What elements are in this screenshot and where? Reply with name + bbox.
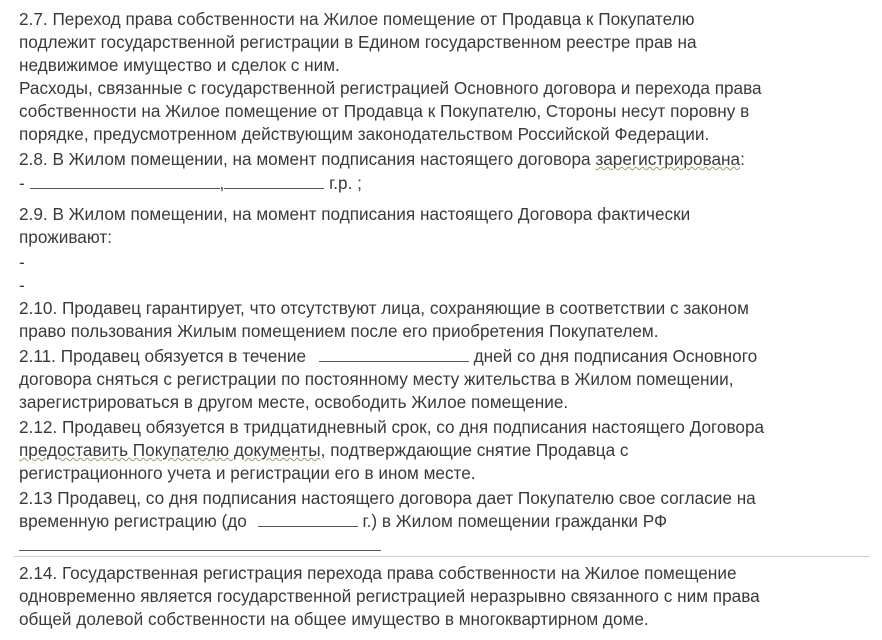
citizen-name-blank-field: [19, 550, 381, 551]
clause-2-7-line-5: собственности на Жилое помещение от Продавца к Покупателю, Стороны несут поровну в: [19, 101, 750, 121]
clause-2-13-text-a: временную регистрацию (до: [19, 511, 247, 531]
clause-2-7-line-4: Расходы, связанные с государственной регистрацией Основного договора и перехода права: [19, 78, 762, 98]
clause-2-8-birth-year-suffix: г.р. ;: [329, 173, 362, 193]
clause-2-13-line-1: 2.13 Продавец, со дня подписания настоящего договора дает Покупателю свое согласие на: [19, 488, 756, 508]
clause-2-11-line-2: договора сняться с регистрации по постоянному месту жительства в Жилом помещении,: [19, 369, 734, 389]
clause-2-9-dash-1: -: [19, 252, 25, 272]
clause-2-11-text-a: 2.11. Продавец обязуется в течение: [19, 346, 307, 366]
clause-2-8-line-1: [19, 148, 745, 170]
clause-2-10-line-2: право пользования Жилым помещением после его приобретения Покупателем.: [19, 321, 659, 341]
clause-2-12-line-2: [19, 439, 629, 461]
clause-2-8-separator: ,: [219, 173, 225, 193]
clause-2-13-line-2: [19, 510, 667, 532]
clause-2-14-line-2: одновременно является государственной регистрацией неразрывно связанного с ним права: [19, 586, 760, 606]
clause-2-9-line-1: 2.9. В Жилом помещении, на момент подписания настоящего Договора фактически: [19, 204, 691, 224]
clause-2-10-line-1: 2.10. Продавец гарантирует, что отсутствуют лица, сохраняющие в соответствии с законом: [19, 298, 749, 318]
clause-2-12-documents-phrase: предоставить Покупателю документы: [19, 440, 321, 460]
clause-2-13-year-suffix: г.: [362, 511, 372, 531]
clause-2-11-text-b: дней со дня подписания Основного: [473, 346, 758, 366]
clause-2-14-line-1: 2.14. Государственная регистрация перехода права собственности на Жилое помещение: [19, 563, 737, 583]
clause-2-8-colon: :: [740, 149, 745, 169]
clause-2-7-line-1: 2.7. Переход права собственности на Жилое помещение от Продавца к Покупателю: [19, 9, 695, 29]
birth-year-blank-field: [224, 174, 324, 189]
clause-2-9-dash-2: -: [19, 275, 25, 295]
clause-2-11-line-3: зарегистрироваться в другом месте, освободить Жилое помещение.: [19, 392, 569, 412]
days-blank-field: [319, 347, 469, 362]
clause-2-14-line-3: общей долевой собственности на общее имущество в многоквартирном доме.: [19, 609, 649, 629]
clause-2-7-line-3: недвижимое имущество и сделок с ним.: [19, 55, 340, 75]
clause-2-8-dash: -: [19, 173, 25, 193]
clause-2-12-line-1: 2.12. Продавец обязуется в тридцатидневный срок, со дня подписания настоящего Договора: [19, 417, 765, 437]
clause-2-9-line-2: проживают:: [19, 227, 112, 247]
section-divider: [14, 556, 870, 557]
clause-2-11-line-1: [19, 345, 757, 367]
clause-2-8-registered-word: зарегистрирована: [595, 149, 741, 169]
clause-2-12-line-3: регистрационного учета и регистрации его в ином месте.: [19, 463, 476, 483]
clause-2-12-text-b: , подтверждающие снятие Продавца с: [320, 440, 629, 460]
date-blank-field: [258, 512, 358, 527]
clause-2-8-text: 2.8. В Жилом помещении, на момент подписания настоящего договора: [19, 149, 596, 169]
clause-2-8-line-2: [19, 172, 362, 194]
name-blank-field: [30, 174, 220, 189]
clause-2-13-text-c: ) в Жилом помещении гражданки РФ: [371, 511, 668, 531]
clause-2-7-line-2: подлежит государственной регистрации в Едином государственном реестре прав на: [19, 32, 697, 52]
clause-2-7-line-6: порядке, предусмотренном действующим законодательством Российской Федерации.: [19, 124, 710, 144]
